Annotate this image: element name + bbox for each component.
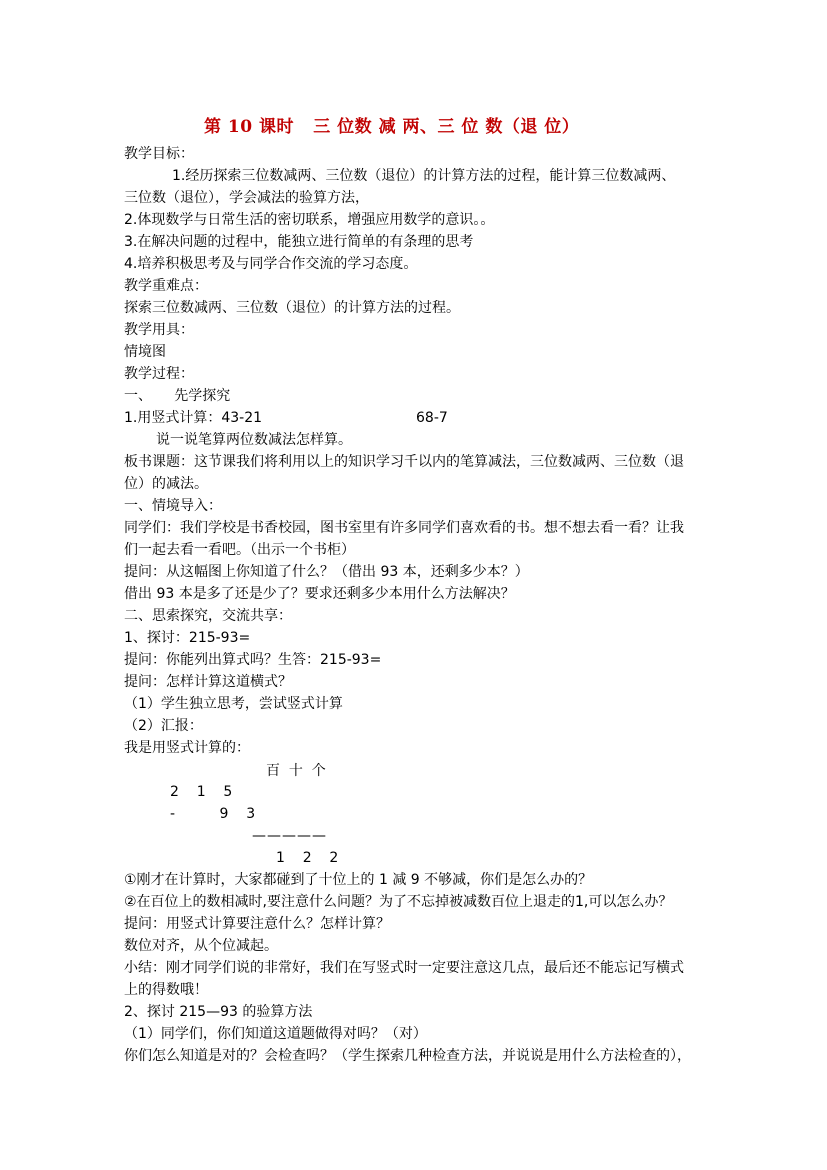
text-line: 1.用竖式计算：43-21: [124, 410, 263, 426]
text-line: 提问：怎样计算这道横式？: [124, 674, 292, 690]
text-line: 们一起去看一看吧。（出示一个书柜）: [124, 542, 355, 558]
subtrahend-row: - 9 3: [170, 806, 256, 822]
text-line: 一、情境导入：: [124, 498, 222, 514]
text-line: 4.培养积极思考及与同学合作交流的学习态度。: [124, 256, 418, 272]
result-rule: —————: [252, 828, 327, 844]
text-line: 2.体现数学与日常生活的密切联系，增强应用数学的意识。。: [124, 212, 495, 228]
text-line: 板书课题：这节课我们将利用以上的知识学习千以内的笔算减法，三位数减两、三位数（退: [124, 454, 684, 470]
text-line: 教学目标：: [124, 146, 194, 162]
text-line: 2、探讨 215—93 的验算方法: [124, 1004, 313, 1020]
text-line: （1）同学们，你们知道这道题做得对吗？（对）: [124, 1026, 427, 1042]
text-line: 上的得数哦！: [124, 982, 208, 998]
text-line: 探索三位数减两、三位数（退位）的计算方法的过程。: [124, 300, 460, 316]
text-line: 你们怎么知道是对的？会检查吗？（学生探索几种检查方法，并说说是用什么方法检查的），: [124, 1048, 691, 1064]
lesson-title: 第 10 课时 三 位数 减 两、三 位 数（退 位）: [204, 117, 580, 137]
column-header: 百 十 个: [266, 763, 326, 779]
text-line: （2）汇报：: [124, 718, 203, 734]
text-line: 1.经历探索三位数减两、三位数（退位）的计算方法的过程，能计算三位数减两、: [172, 168, 676, 184]
text-line: ②在百位上的数相减时,要注意什么问题？为了不忘掉被减数百位上退走的1,可以怎么办？: [124, 894, 673, 910]
text-line: 一、 先学探究: [124, 388, 231, 404]
text-line: 教学用具：: [124, 322, 194, 338]
text-line: 提问：你能列出算式吗？生答：215-93=: [124, 652, 382, 668]
text-line: 三位数（退位），学会减法的验算方法，: [124, 190, 369, 206]
text-line: ①刚才在计算时，大家都碰到了十位上的 1 减 9 不够减，你们是怎么办的？: [124, 872, 593, 888]
text-line: 同学们：我们学校是书香校园，图书室里有许多同学们喜欢看的书。想不想去看一看？让我: [124, 520, 684, 536]
text-line: 提问：从这幅图上你知道了什么？（借出 93 本，还剩多少本？）: [124, 564, 529, 580]
text-line: 3.在解决问题的过程中，能独立进行简单的有条理的思考: [124, 234, 474, 250]
text-line: 1、探讨：215-93=: [124, 630, 251, 646]
text-line: 说一说笔算两位数减法怎样算。: [156, 432, 352, 448]
difference-row: 1 2 2: [276, 850, 339, 866]
text-line: 情境图: [124, 344, 166, 360]
text-line: 二、思索探究，交流共享：: [124, 608, 292, 624]
text-line: 提问：用竖式计算要注意什么？怎样计算？: [124, 916, 390, 932]
text-line: 小结：刚才同学们说的非常好，我们在写竖式时一定要注意这几点，最后还不能忘记写横式: [124, 960, 684, 976]
exercise-68-7: 68-7: [416, 410, 448, 426]
text-line: 我是用竖式计算的：: [124, 740, 250, 756]
text-line: （1）学生独立思考，尝试竖式计算: [124, 696, 343, 712]
text-line: 教学过程：: [124, 366, 194, 382]
text-line: 教学重难点：: [124, 278, 208, 294]
text-line: 数位对齐，从个位减起。: [124, 938, 278, 954]
text-line: 位）的减法。: [124, 476, 208, 492]
minuend-row: 2 1 5: [170, 784, 233, 800]
text-line: 借出 93 本是多了还是少了？要求还剩多少本用什么方法解决？: [124, 586, 515, 602]
